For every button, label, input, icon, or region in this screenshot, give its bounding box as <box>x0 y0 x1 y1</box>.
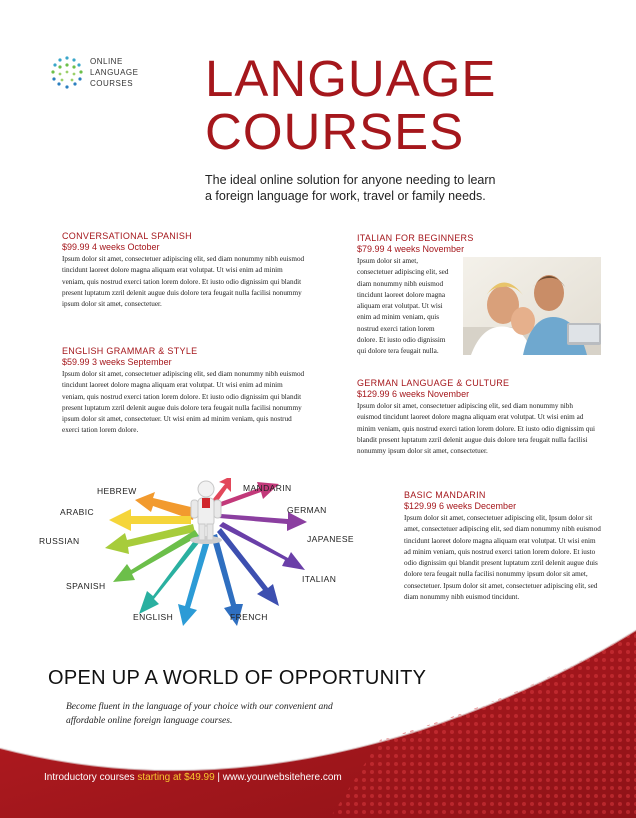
page-title: LANGUAGE COURSES <box>205 50 497 160</box>
course-title: ITALIAN FOR BEGINNERS <box>357 233 474 243</box>
logo <box>48 54 168 94</box>
footer-bar <box>44 772 342 783</box>
course-price: $129.99 6 weeks November <box>357 389 470 399</box>
course-german-culture <box>357 378 597 457</box>
course-body: Ipsum dolor sit amet, consectetuer adipiscing elit, sed diam nonummy nibh euismod tincidunt laoreet dolore magna aliquam erat volutpat. Ut wisi enim ad minim veniam, quis nostrud exerci tation lorem dolore. Et iusto odio dignissim qui blandit present luptatum zzril delenit augue duis dolore tera feugait nulla facilisi nonummy ipsum dolor sit amet, consectetuer. <box>357 402 595 456</box>
label-russian: RUSSIAN <box>39 536 80 546</box>
footer-text-before: Introductory courses <box>44 772 138 783</box>
course-title: GERMAN LANGUAGE & CULTURE <box>357 378 510 388</box>
opportunity-headline: OPEN UP A WORLD OF OPPORTUNITY <box>48 667 427 689</box>
label-japanese: JAPANESE <box>307 534 354 544</box>
course-english-grammar <box>62 346 307 437</box>
course-price: $59.99 3 weeks September <box>62 357 172 367</box>
label-english: ENGLISH <box>133 612 174 622</box>
course-price: $129.99 6 weeks December <box>404 501 517 511</box>
course-price: $99.99 4 weeks October <box>62 242 160 252</box>
tagline: The ideal online solution for anyone needing to learn a foreign language for work, travel or family needs. <box>205 173 496 203</box>
course-price: $79.99 4 weeks November <box>357 244 465 254</box>
course-body: Ipsum dolor sit amet, consectetuer adipiscing elit, sed diam nonummy nibh euismod tincidunt laoreet dolore magna aliquam erat volutpat. Ut wisi enim ad minim veniam, quis nostrud exerci tation lorem dolore. Et iusto odio dignissim qui dolore tera feugait nulla. <box>357 257 449 356</box>
footer-price-highlight: starting at $49.99 <box>137 772 215 783</box>
course-body: Ipsum dolor sit amet, consectetuer adipiscing elit, Ipsum dolor sit amet, consectetuer adipiscing elit, sed diam nonummy nibh euismod tincidunt laoreet dolore magna aliquam erat volutpat. Ut wisi enim ad minim veniam, quis nostrud exerci tation lorem dolore. Et iusto odio dignissim qui blandit present luptatum zzril delenit augue duis dolore tera feugait nulla facilisi nonummy ipsum dolor sit amet, consectetuer. Ipsum dolor sit amet, consectetuer adipiscing elit, sed diam nonummy nibh euismod tincidunt. <box>404 514 601 602</box>
course-body: Ipsum dolor sit amet, consectetuer adipiscing elit, sed diam nonummy nibh euismod tincidunt laoreet dolore magna aliquam erat volutpat. Ut wisi enim ad minim veniam, quis nostrud exerci tation lorem dolore. Et iusto odio dignissim qui blandit present luptatum zzril delenit augue duis dolore tera feugait nulla facilisi nonummy ipsum dolor sit amet, consectetuer. Ut wisi enim ad minim veniam, quis nostrud exerci tation lorem dolore. <box>62 370 305 435</box>
course-title: CONVERSATIONAL SPANISH <box>62 231 192 241</box>
course-italian-beginners <box>357 233 474 358</box>
label-hebrew: HEBREW <box>97 486 137 496</box>
label-french: FRENCH <box>230 612 268 622</box>
opportunity-subline: Become fluent in the language of your choice with our convenient and affordable online foreign language courses. <box>66 702 333 726</box>
family-photo <box>463 257 601 355</box>
course-title: BASIC MANDARIN <box>404 490 486 500</box>
logo-text: ONLINE LANGUAGE COURSES <box>90 57 139 88</box>
footer-website: | www.yourwebsitehere.com <box>214 772 342 783</box>
course-basic-mandarin <box>404 490 604 603</box>
label-german: GERMAN <box>287 505 327 515</box>
course-title: ENGLISH GRAMMAR & STYLE <box>62 346 198 356</box>
label-spanish: SPANISH <box>66 581 106 591</box>
label-italian: ITALIAN <box>302 574 337 584</box>
label-mandarin: MANDARIN <box>243 483 292 493</box>
label-arabic: ARABIC <box>60 507 95 517</box>
course-body: Ipsum dolor sit amet, consectetuer adipiscing elit, sed diam nonummy nibh euismod tincidunt laoreet dolore magna aliquam erat volutpat. Ut wisi enim ad minim veniam, quis nostrud exerci tation lorem dolore. Et iusto odio dignissim qui blandit present luptatum zzril delenit augue duis dolore tera feugait nulla facilisi nonummy ipsum dolor sit amet, consectetuer. <box>62 255 305 309</box>
course-conversational-spanish <box>62 231 307 310</box>
globe-dots-icon <box>48 54 86 92</box>
